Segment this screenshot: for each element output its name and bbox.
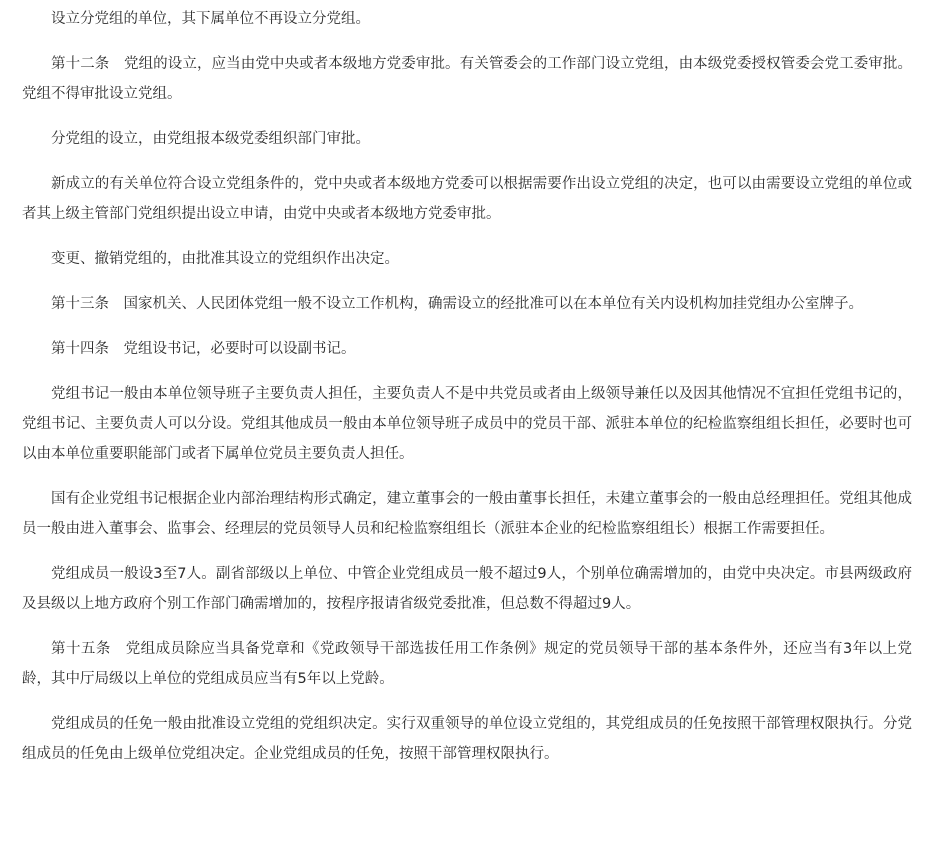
paragraph-4: 新成立的有关单位符合设立党组条件的，党中央或者本级地方党委可以根据需要作出设立党组的决定，也可以由需要设立党组的单位或者其上级主管部门党组织提出设立申请，由党中央或者本级地方党委审批。 <box>22 176 912 222</box>
paragraph-3: 分党组的设立，由党组报本级党委组织部门审批。 <box>51 131 370 147</box>
paragraph-6: 第十三条 国家机关、人民团体党组一般不设立工作机构，确需设立的经批准可以在本单位有关内设机构加挂党组办公室牌子。 <box>51 296 863 312</box>
paragraph-2: 第十二条 党组的设立，应当由党中央或者本级地方党委审批。有关管委会的工作部门设立党组，由本级党委授权管委会党工委审批。党组不得审批设立党组。 <box>22 56 912 102</box>
paragraph-12: 党组成员的任免一般由批准设立党组的党组织决定。实行双重领导的单位设立党组的，其党组成员的任免按照干部管理权限执行。分党组成员的任免由上级单位党组决定。企业党组成员的任免，按照干部管理权限执行。 <box>22 716 912 762</box>
article-body <box>22 4 912 784</box>
paragraph-5: 变更、撤销党组的，由批准其设立的党组织作出决定。 <box>51 251 399 267</box>
paragraph-11: 第十五条 党组成员除应当具备党章和《党政领导干部选拔任用工作条例》规定的党员领导干部的基本条件外，还应当有3年以上党龄，其中厅局级以上单位的党组成员应当有5年以上党龄。 <box>22 641 912 687</box>
paragraph-8: 党组书记一般由本单位领导班子主要负责人担任，主要负责人不是中共党员或者由上级领导兼任以及因其他情况不宜担任党组书记的，党组书记、主要负责人可以分设。党组其他成员一般由本单位领导班子成员中的党员干部、派驻本单位的纪检监察组组长担任，必要时也可以由本单位重要职能部门或者下属单位党员主要负责人担任。 <box>22 386 912 462</box>
paragraph-9: 国有企业党组书记根据企业内部治理结构形式确定，建立董事会的一般由董事长担任，未建立董事会的一般由总经理担任。党组其他成员一般由进入董事会、监事会、经理层的党员领导人员和纪检监察组组长（派驻本企业的纪检监察组组长）根据工作需要担任。 <box>22 491 912 537</box>
paragraph-10: 党组成员一般设3至7人。副省部级以上单位、中管企业党组成员一般不超过9人，个别单位确需增加的，由党中央决定。市县两级政府及县级以上地方政府个别工作部门确需增加的，按程序报请省级党委批准，但总数不得超过9人。 <box>22 566 912 612</box>
paragraph-1: 设立分党组的单位，其下属单位不再设立分党组。 <box>51 11 370 27</box>
paragraph-7: 第十四条 党组设书记，必要时可以设副书记。 <box>51 341 356 357</box>
